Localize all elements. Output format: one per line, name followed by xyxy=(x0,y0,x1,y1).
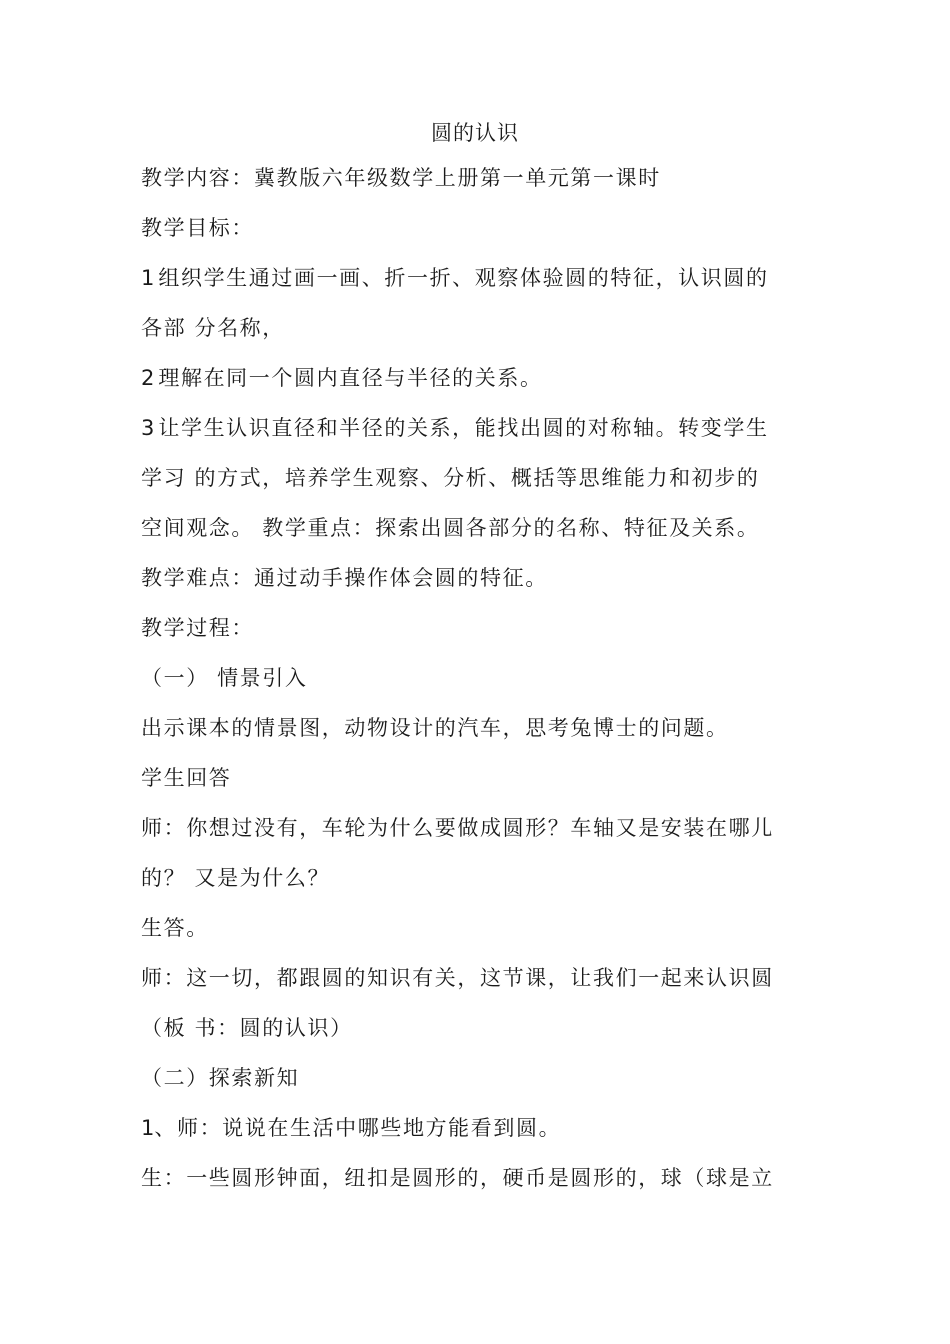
goal-3-continued: 学习 的方式，培养学生观察、分析、概括等思维能力和初步的 xyxy=(141,466,760,490)
paragraph-line: 师：这一切，都跟圆的知识有关，这节课，让我们一起来认识圆 xyxy=(141,966,774,990)
goal-2-line xyxy=(141,363,543,393)
paragraph-line: 生：一些圆形钟面，纽扣是圆形的，硬币是圆形的，球（球是立 xyxy=(141,1166,774,1190)
goal-3-number: 3 xyxy=(141,416,155,440)
process-heading: 教学过程： xyxy=(141,616,254,640)
goal-1-continued: 各部 分名称， xyxy=(141,316,285,340)
paragraph-line: 学生回答 xyxy=(141,766,232,790)
goal-1-line xyxy=(141,263,769,293)
goal-2-text: 理解在同一个圆内直径与半径的关系。 xyxy=(158,366,543,390)
goal-1-text: 组织学生通过画一画、折一折、观察体验圆的特征，认识圆的 xyxy=(158,266,769,290)
difficulty-line: 教学难点：通过动手操作体会圆的特征。 xyxy=(141,566,548,590)
paragraph-line: 师：你想过没有，车轮为什么要做成圆形？车轴又是安装在哪儿 xyxy=(141,816,774,840)
goal-1-number: 1 xyxy=(141,266,155,290)
step-1-number: 1 xyxy=(141,1116,155,1140)
document-title: 圆的认识 xyxy=(431,121,519,145)
key-points-line: 空间观念。 教学重点：探索出圆各部分的名称、特征及关系。 xyxy=(141,516,760,540)
paragraph-line: （板 书：圆的认识） xyxy=(141,1016,353,1040)
paragraph-line: 生答。 xyxy=(141,916,209,940)
step-1-text: 、师：说说在生活中哪些地方能看到圆。 xyxy=(154,1116,562,1140)
goal-3-text: 让学生认识直径和半径的关系，能找出圆的对称轴。转变学生 xyxy=(158,416,769,440)
teaching-goals-heading: 教学目标： xyxy=(141,216,254,240)
goal-2-number: 2 xyxy=(141,366,155,390)
teaching-content-line: 教学内容：冀教版六年级数学上册第一单元第一课时 xyxy=(141,166,661,190)
section-2-heading: （二）探索新知 xyxy=(141,1066,300,1090)
paragraph-line: 的？ 又是为什么？ xyxy=(141,866,331,890)
goal-3-line xyxy=(141,413,769,443)
step-1-line xyxy=(141,1113,561,1143)
paragraph-line: 出示课本的情景图，动物设计的汽车，思考兔博士的问题。 xyxy=(141,716,729,740)
section-1-heading: （一） 情景引入 xyxy=(141,666,308,690)
